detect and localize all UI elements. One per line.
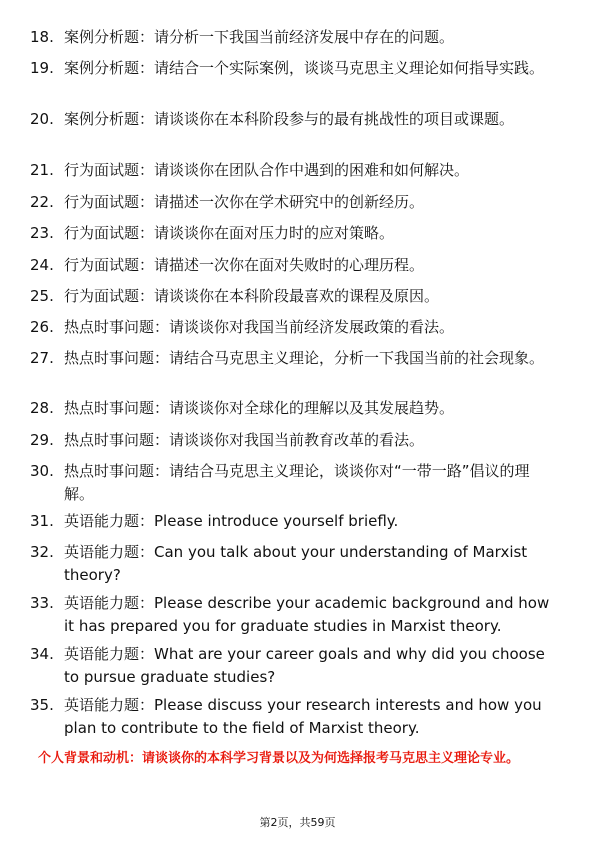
question-number: 32. (30, 543, 54, 561)
highlighted-question: 个人背景和动机：请谈谈你的本科学习背景以及为何选择报考马克思主义理论专业。 (38, 751, 520, 766)
question-number: 28. (30, 399, 54, 417)
question-number: 34. (30, 645, 54, 663)
question-number: 25. (30, 287, 54, 305)
question-number: 30. (30, 462, 54, 480)
question-text: 英语能力题：Please discuss your research interests and how you plan to contribute to the field of Marxist theory. (64, 696, 542, 737)
question-item (30, 643, 550, 689)
question-text: 热点时事问题：请谈谈你对我国当前经济发展政策的看法。 (64, 318, 455, 336)
question-text: 案例分析题：请结合一个实际案例，谈谈马克思主义理论如何指导实践。 (64, 59, 545, 77)
question-number: 23. (30, 224, 54, 242)
question-number: 22. (30, 193, 54, 211)
question-text: 行为面试题：请描述一次你在面对失败时的心理历程。 (64, 256, 425, 274)
question-item (30, 510, 550, 533)
question-text: 案例分析题：请分析一下我国当前经济发展中存在的问题。 (64, 28, 455, 46)
question-text: 行为面试题：请谈谈你在面对压力时的应对策略。 (64, 224, 395, 242)
question-item (30, 254, 550, 277)
question-number: 20. (30, 110, 54, 128)
question-text: 行为面试题：请谈谈你在团队合作中遇到的困难和如何解决。 (64, 161, 470, 179)
question-text: 英语能力题：Please introduce yourself briefly. (64, 512, 399, 530)
question-text: 行为面试题：请描述一次你在学术研究中的创新经历。 (64, 193, 425, 211)
question-item (30, 191, 550, 214)
question-number: 19. (30, 59, 54, 77)
question-item (30, 347, 550, 370)
question-text: 热点时事问题：请谈谈你对我国当前教育改革的看法。 (64, 431, 425, 449)
question-item (30, 57, 550, 80)
question-number: 29. (30, 431, 54, 449)
question-number: 18. (30, 28, 54, 46)
question-item (30, 694, 550, 740)
question-number: 21. (30, 161, 54, 179)
question-text: 热点时事问题：请结合马克思主义理论，谈谈你对“一带一路”倡议的理解。 (64, 462, 530, 503)
question-item (30, 159, 550, 182)
question-text: 英语能力题：Can you talk about your understanding of Marxist theory? (64, 543, 528, 584)
question-item (30, 108, 550, 131)
question-number: 24. (30, 256, 54, 274)
question-item (30, 429, 550, 452)
question-item (30, 285, 550, 308)
question-item (30, 541, 550, 587)
question-number: 26. (30, 318, 54, 336)
question-item (30, 397, 550, 420)
question-item (30, 26, 550, 49)
question-item (30, 316, 550, 339)
question-number: 33. (30, 594, 54, 612)
question-text: 英语能力题：Please describe your academic background and how it has prepared you for graduate studies in Marxist theory. (64, 594, 550, 635)
question-text: 案例分析题：请谈谈你在本科阶段参与的最有挑战性的项目或课题。 (64, 110, 515, 128)
question-item (30, 222, 550, 245)
question-number: 31. (30, 512, 54, 530)
question-text: 热点时事问题：请谈谈你对全球化的理解以及其发展趋势。 (64, 399, 455, 417)
question-text: 英语能力题：What are your career goals and why did you choose to pursue graduate studies? (64, 645, 545, 686)
question-item (30, 460, 550, 506)
question-number: 35. (30, 696, 54, 714)
question-number: 27. (30, 349, 54, 367)
question-text: 行为面试题：请谈谈你在本科阶段最喜欢的课程及原因。 (64, 287, 440, 305)
question-item (30, 592, 550, 638)
page-footer: 第2页，共59页 (259, 816, 336, 829)
question-text: 热点时事问题：请结合马克思主义理论，分析一下我国当前的社会现象。 (64, 349, 545, 367)
